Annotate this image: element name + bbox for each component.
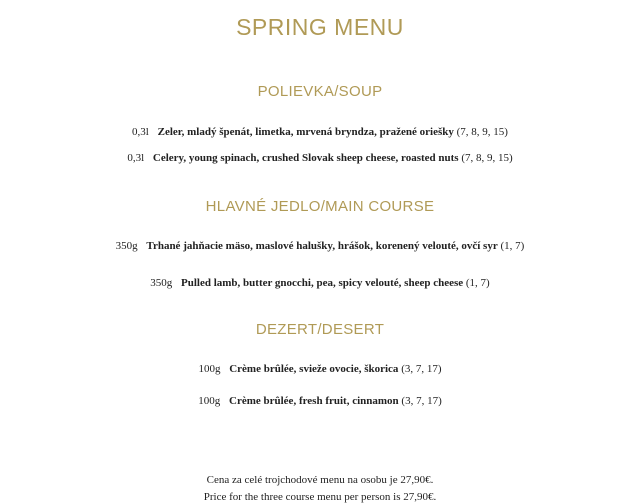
menu-item-dessert-sk — [0, 363, 640, 375]
section-heading-main-course: HLAVNÉ JEDLO/MAIN COURSE — [205, 198, 435, 215]
item-quantity: 100g — [198, 395, 221, 407]
item-name: Pulled lamb, butter gnocchi, pea, spicy velouté, sheep cheese — [181, 277, 464, 289]
item-quantity: 350g — [115, 240, 138, 252]
menu-item-main-en — [0, 277, 640, 289]
item-name: Zeler, mladý špenát, limetka, mrvená bryndza, pražené oriešky — [157, 126, 454, 138]
section-heading-dessert: DEZERT/DESERT — [255, 321, 385, 338]
section-heading-soup: POLIEVKA/SOUP — [257, 83, 383, 100]
item-name: Crème brûlée, fresh fruit, cinnamon — [229, 395, 399, 407]
item-allergens: (3, 7, 17) — [401, 395, 442, 407]
price-note-sk: Cena za celé trojchodové menu na osobu je 27,90€. — [206, 474, 434, 486]
item-allergens: (3, 7, 17) — [401, 363, 442, 375]
item-name: Crème brûlée, svieže ovocie, škorica — [229, 363, 399, 375]
menu-item-main-sk — [0, 240, 640, 252]
menu-item-dessert-en — [0, 395, 640, 407]
item-quantity: 100g — [198, 363, 221, 375]
menu-title: SPRING MENU — [236, 14, 404, 40]
price-note-en: Price for the three course menu per person is 27,90€. — [203, 491, 437, 503]
menu-item-soup-sk — [0, 126, 640, 138]
item-quantity: 0,3l — [132, 126, 149, 138]
item-allergens: (1, 7) — [500, 240, 525, 252]
item-allergens: (1, 7) — [465, 277, 490, 289]
item-name: Trhané jahňacie mäso, maslové halušky, hrášok, korenený velouté, ovčí syr — [146, 240, 498, 252]
item-quantity: 0,3l — [127, 152, 145, 164]
item-name: Celery, young spinach, crushed Slovak sheep cheese, roasted nuts — [152, 152, 459, 164]
item-allergens: (7, 8, 9, 15) — [456, 126, 508, 138]
menu-item-soup-en — [0, 152, 640, 164]
item-quantity: 350g — [150, 277, 173, 289]
item-allergens: (7, 8, 9, 15) — [461, 152, 513, 164]
